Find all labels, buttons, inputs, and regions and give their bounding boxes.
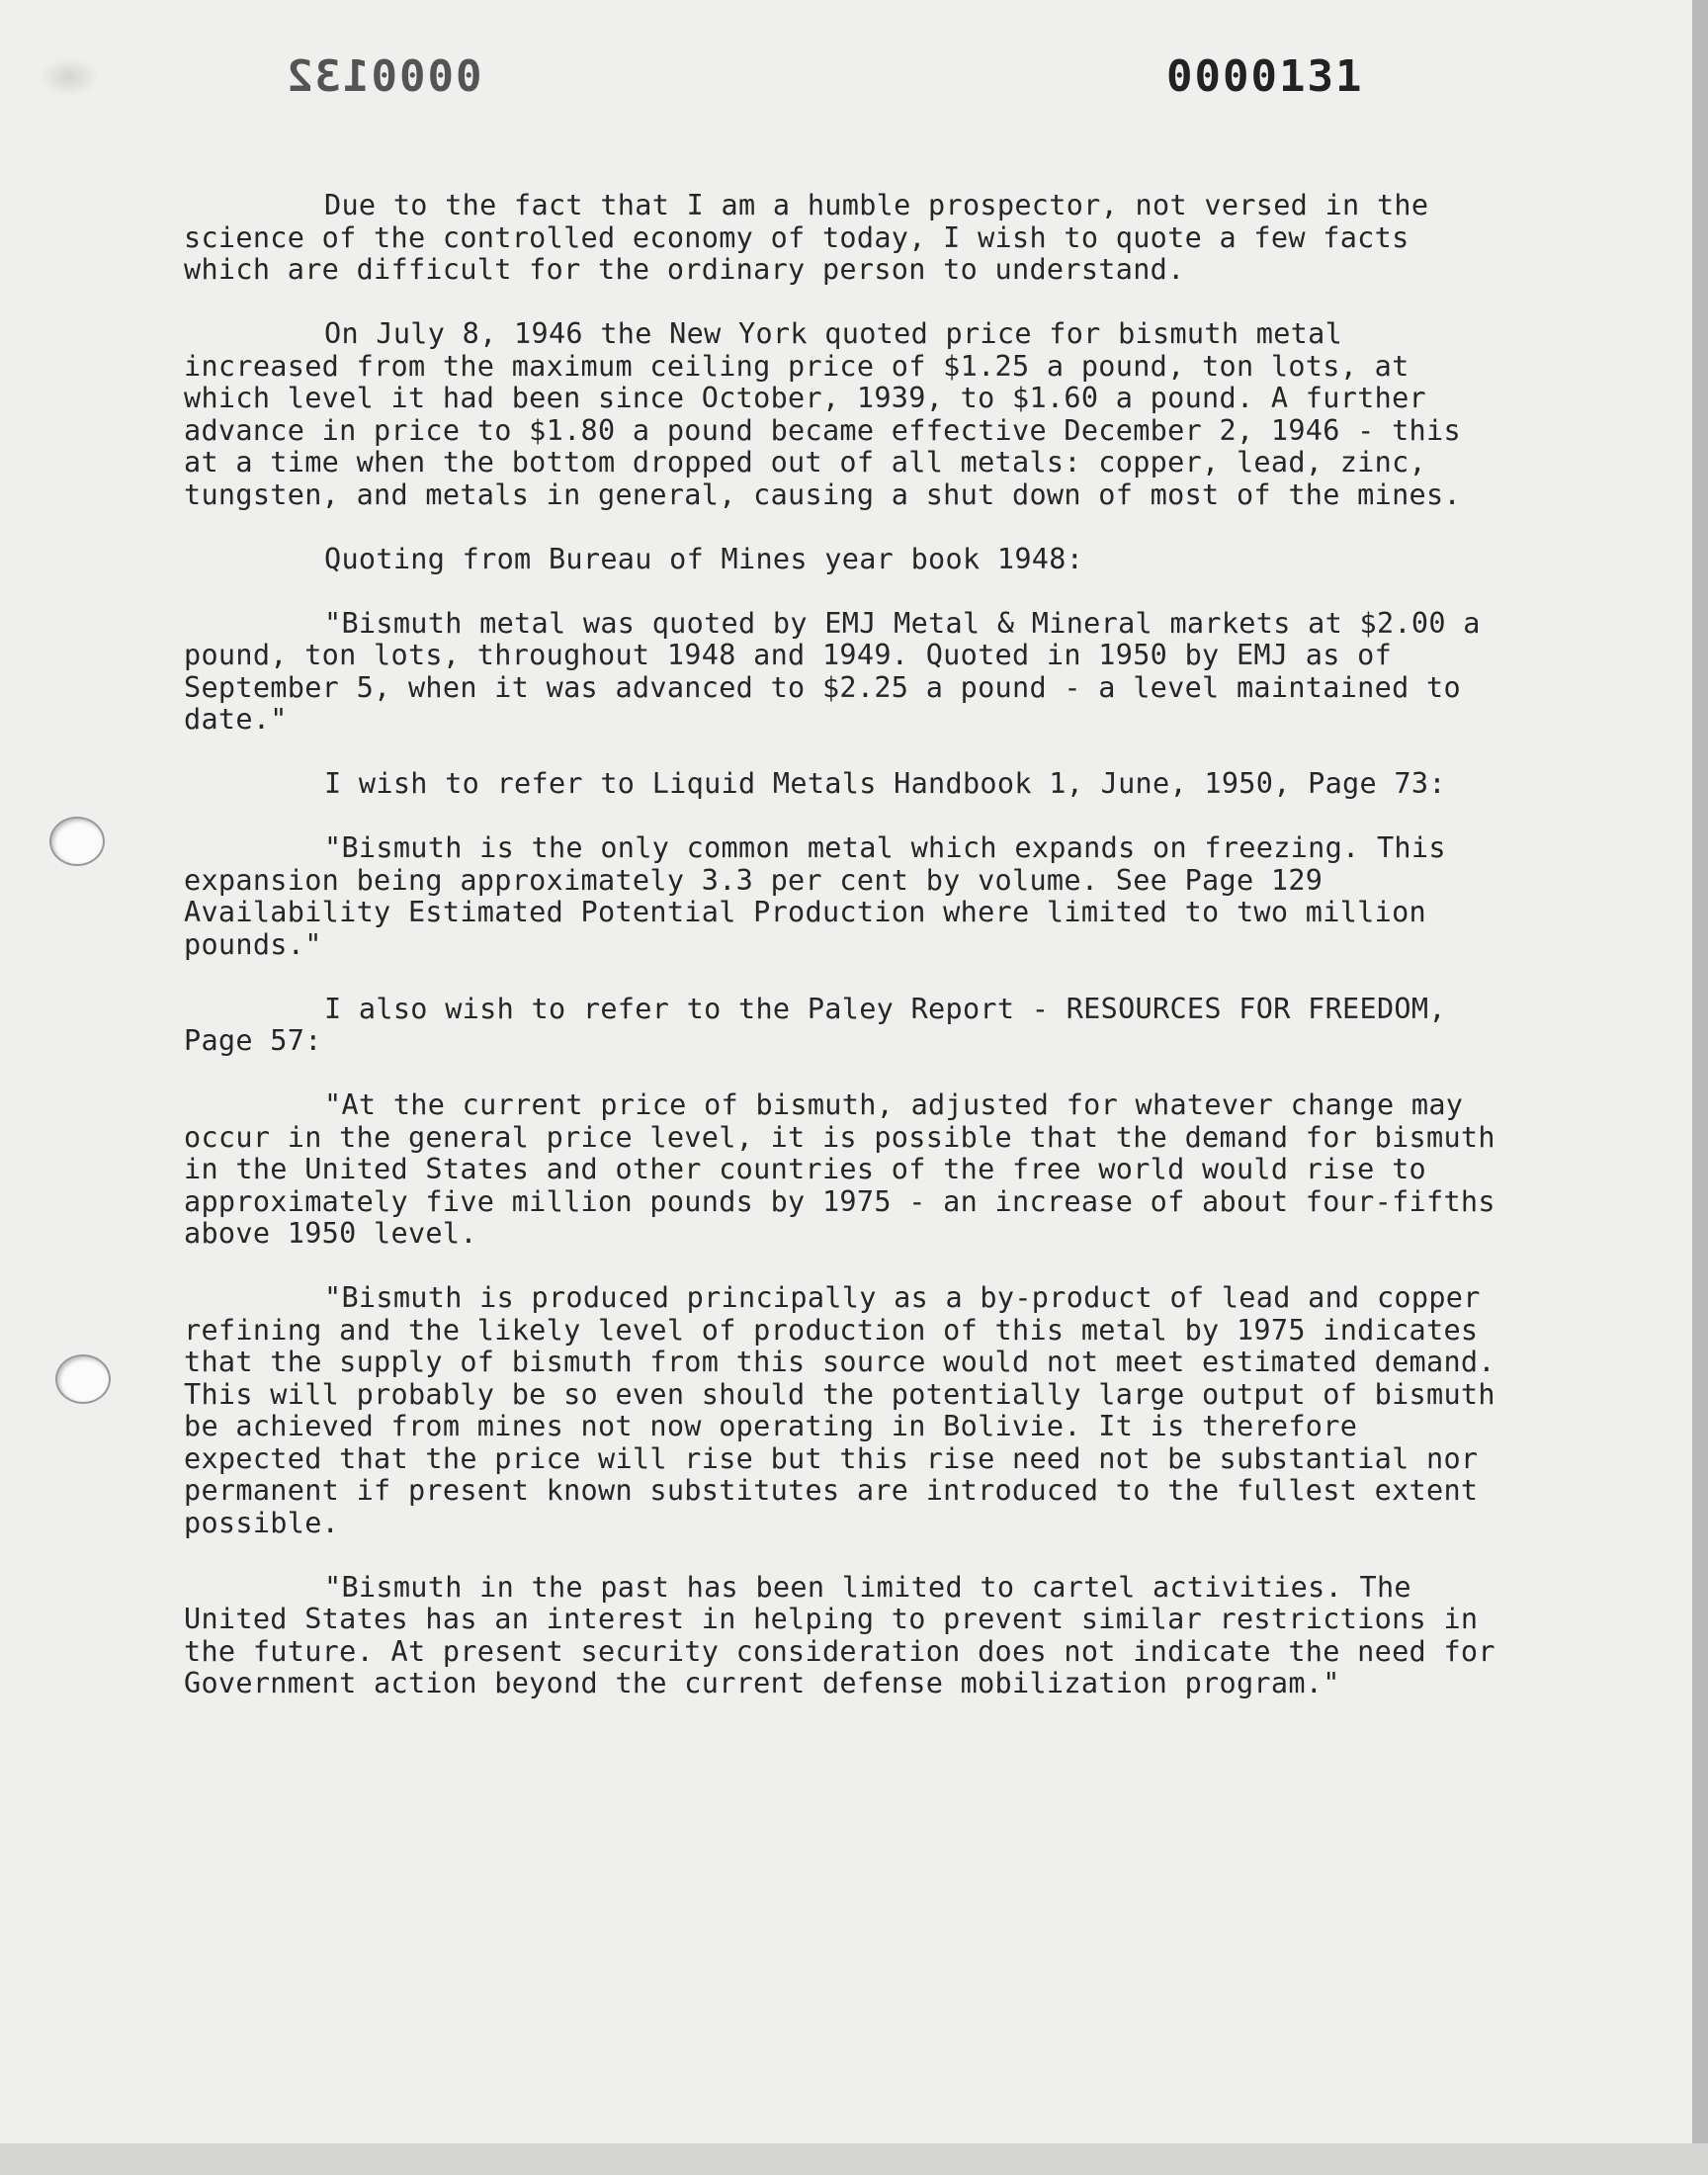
- quote-paragraph: "Bismuth is produced principally as a by-product of lead and copper refining and the likely level of production of this metal by 1975 indicates that the supply of bismuth from this source would not meet estimated demand. This will probably be so even should the potentially large output of bismuth be achieved from mines not now operating in Bolivie. It is therefore expected that the price will rise but this rise need not be substantial nor permanent if present known substitutes are introduced to the fullest extent possible.: [184, 1281, 1495, 1539]
- paragraph: I also wish to refer to the Paley Report - RESOURCES FOR FREEDOM, Page 57:: [184, 992, 1446, 1057]
- quote-paragraph: "Bismuth is the only common metal which expands on freezing. This expansion being approximately 3.3 per cent by volume. See Page 129 Availability Estimated Potential Production where limited to two million pounds.": [184, 831, 1446, 961]
- scan-bottom-edge: [0, 2143, 1708, 2175]
- punch-hole: [55, 1354, 111, 1404]
- scan-edge: [1692, 0, 1708, 2175]
- page-stamp-number: 0000131: [1166, 51, 1364, 102]
- quote-paragraph: "Bismuth metal was quoted by EMJ Metal & Mineral markets at $2.00 a pound, ton lots, throughout 1948 and 1949. Quoted in 1950 by EMJ as of September 5, when it was advanced to $2.25 a pound - a level maintained to date.": [184, 606, 1481, 736]
- quote-paragraph: "Bismuth in the past has been limited to cartel activities. The United States has an interest in helping to prevent similar restrictions in the future. At present security consideration does not indicate the need for Government action beyond the current defense mobilization program.": [184, 1570, 1495, 1699]
- paragraph: Due to the fact that I am a humble prospector, not versed in the science of the controlled economy of today, I wish to quote a few facts which are difficult for the ordinary person to understand.: [184, 189, 1429, 286]
- scan-smudge: [40, 57, 99, 97]
- paragraph: I wish to refer to Liquid Metals Handbook 1, June, 1950, Page 73:: [324, 767, 1446, 800]
- paragraph: On July 8, 1946 the New York quoted price for bismuth metal increased from the maximum ceiling price of $1.25 a pound, ton lots, at which level it had been since October, 1939, to $1.60 a pound. A further advance in price to $1.80 a pound became effective December 2, 1946 - this at a time when the bottom dropped out of all metals: copper, lead, zinc, tungsten, and metals in general, causing a shut down of most of the mines.: [184, 317, 1461, 511]
- body-text: [184, 190, 1508, 1732]
- paragraph: Quoting from Bureau of Mines year book 1948:: [324, 542, 1084, 575]
- page-stamp-mirrored: 0000132: [285, 51, 482, 102]
- punch-hole: [49, 817, 105, 866]
- quote-paragraph: "At the current price of bismuth, adjusted for whatever change may occur in the general price level, it is possible that the demand for bismuth in the United States and other countries of the free world would rise to approximately five million pounds by 1975 - an increase of about four-fifths above 1950 level.: [184, 1088, 1495, 1250]
